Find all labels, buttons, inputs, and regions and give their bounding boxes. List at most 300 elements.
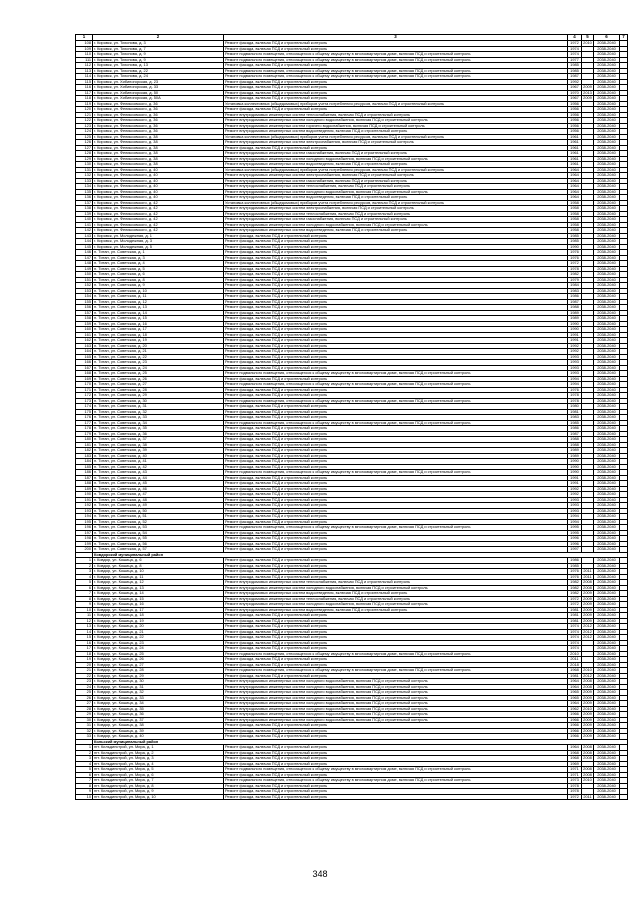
commission-year-cell: 1996	[568, 541, 582, 547]
planned-period-cell: 2038-2040	[594, 255, 620, 261]
work-type-cell: Ремонт фасада, включая ПСД и строительный контроль	[224, 761, 568, 767]
commission-year-cell: 1974	[568, 624, 582, 630]
work-type-cell: Ремонт фасада, включая ПСД и строительный контроль	[224, 360, 568, 366]
commission-year-cell: 1992	[568, 492, 582, 498]
row-number-cell: 134	[76, 184, 93, 190]
row-number-cell: 3	[76, 569, 93, 575]
column-number-header: 6	[594, 35, 620, 41]
commission-year-cell: 1972	[568, 261, 582, 267]
planned-period-cell: 2038-2040	[594, 250, 620, 256]
last-repair-year-cell: 2008	[583, 772, 592, 777]
row-number-cell: 17	[76, 646, 93, 652]
work-type-cell: Ремонт фасада, включая ПСД и строительный контроль	[224, 640, 568, 646]
address-cell: п. Титан, ул. Советская, д. 1	[93, 250, 224, 256]
address-cell: г. Ковдор, ул. Кошица, д. 23	[93, 640, 224, 646]
commission-year-cell: 1958	[568, 211, 582, 217]
work-type-cell: Ремонт фасада, включая ПСД и строительный контроль	[224, 745, 568, 751]
row-number-cell: 136	[76, 195, 93, 201]
row-number-cell: 198	[76, 536, 93, 542]
column-number-header: 5	[582, 35, 594, 41]
work-type-cell: Ремонт подвального помещения, относящегося к общему имуществу в многоквартирном доме, включая ПСД и строительный контроль	[224, 767, 568, 773]
work-type-cell: Ремонт фасада, включая ПСД и строительный контроль	[224, 508, 568, 514]
row-number-cell: 175	[76, 409, 93, 415]
commission-year-cell: 1971	[568, 767, 582, 773]
row-number-cell: 196	[76, 525, 93, 531]
commission-year-cell: 1990	[568, 327, 582, 333]
address-cell: п. Титан, ул. Советская, д. 8	[93, 277, 224, 283]
commission-year-cell: 1996	[568, 536, 582, 542]
planned-period-cell: 2038-2040	[594, 376, 620, 382]
planned-period-cell: 2038-2040	[594, 717, 620, 723]
planned-period-cell: 2038-2040	[594, 723, 620, 729]
work-type-cell: Ремонт фасада, включая ПСД и строительный контроль	[224, 794, 568, 800]
address-cell: п. Титан, ул. Советская, д. 6	[93, 272, 224, 278]
work-type-cell: Ремонт фасада, включая ПСД и строительный контроль	[224, 514, 568, 520]
address-cell: г. Ковдор, ул. Кошица, д. 19	[93, 618, 224, 624]
column-number-header: 4	[568, 35, 582, 41]
work-type-cell: Ремонт фасада, включая ПСД и строительный контроль	[224, 497, 568, 503]
planned-period-cell: 2038-2040	[594, 679, 620, 685]
address-cell: п. Титан, ул. Советская, д. 20	[93, 343, 224, 349]
address-cell: п. Титан, ул. Советская, д. 13	[93, 305, 224, 311]
row-number-cell: 115	[76, 79, 93, 85]
work-type-cell: Ремонт фасада, включая ПСД и строительный контроль	[224, 756, 568, 762]
work-type-cell: Ремонт фасада, включая ПСД и строительный контроль	[224, 277, 568, 283]
row-number-cell: 161	[76, 332, 93, 338]
row-number-cell: 21	[76, 668, 93, 674]
work-type-cell: Ремонт фасада, включая ПСД и строительный контроль	[224, 387, 568, 393]
work-type-cell: Ремонт подвального помещения, относящегося к общему имуществу в многоквартирном доме, включая ПСД и строительный контроль	[224, 470, 568, 476]
address-cell: п. Титан, ул. Советская, д. 54	[93, 530, 224, 536]
address-cell: г. Кировск, ул. Феликсовского, д. 38	[93, 156, 224, 162]
commission-year-cell: 1991	[568, 475, 582, 481]
row-number-cell: 192	[76, 503, 93, 509]
row-number-cell: 121	[76, 112, 93, 118]
last-repair-year-cell: 2012	[583, 629, 592, 634]
row-number-cell: 24	[76, 684, 93, 690]
commission-year-cell: 2010	[568, 651, 582, 657]
planned-period-cell: 2038-2040	[594, 272, 620, 278]
planned-period-cell: 2038-2040	[594, 90, 620, 96]
commission-year-cell: 1986	[568, 558, 582, 564]
planned-period-cell: 2038-2040	[594, 365, 620, 371]
planned-period-cell: 2038-2040	[594, 134, 620, 140]
row-number-cell: 180	[76, 437, 93, 443]
work-type-cell: Установка коллективных (общедомовых) приборов учета потребления ресурсов, включая ПСД и строительный контроль	[224, 134, 568, 140]
row-number-cell: 125	[76, 134, 93, 140]
commission-year-cell: 1983	[568, 288, 582, 294]
planned-period-cell: 2038-2040	[594, 547, 620, 553]
row-number-cell: 172	[76, 393, 93, 399]
planned-period-cell: 2038-2040	[594, 712, 620, 718]
address-cell: г. Ковдор, ул. Кошица, д. 17	[93, 607, 224, 613]
planned-period-cell: 2038-2040	[594, 585, 620, 591]
planned-period-cell: 2038-2040	[594, 140, 620, 146]
address-cell: г. Ковдор, ул. Кошица, д. 39	[93, 728, 224, 734]
work-type-cell: Ремонт фасада, включая ПСД и строительный контроль	[224, 437, 568, 443]
row-number-cell: 162	[76, 338, 93, 344]
row-number-cell: 127	[76, 145, 93, 151]
row-number-cell: 151	[76, 277, 93, 283]
address-cell: п. Титан, ул. Советская, д. 27	[93, 382, 224, 388]
planned-period-cell: 2038-2040	[594, 481, 620, 487]
planned-period-cell: 2038-2040	[594, 530, 620, 536]
commission-year-cell: 1976	[568, 250, 582, 256]
planned-period-cell: 2038-2040	[594, 690, 620, 696]
row-number-cell: 123	[76, 123, 93, 129]
commission-year-cell: 1978	[568, 789, 582, 795]
planned-period-cell: 2038-2040	[594, 398, 620, 404]
row-number-cell: 152	[76, 283, 93, 289]
commission-year-cell: 1980	[568, 404, 582, 410]
commission-year-cell: 1964	[568, 173, 582, 179]
row-number-cell: 13	[76, 624, 93, 630]
planned-period-cell: 2038-2040	[594, 173, 620, 179]
address-cell: п. Титан, ул. Советская, д. 26	[93, 376, 224, 382]
planned-period-cell: 2038-2040	[594, 409, 620, 415]
work-type-cell: Ремонт внутридомовых инженерных систем водоотведения, включая ПСД и строительный контроль	[224, 228, 568, 234]
commission-year-cell: 1992	[568, 486, 582, 492]
work-type-cell: Ремонт фасада, включая ПСД и строительный контроль	[224, 662, 568, 668]
last-repair-year-cell: 2009	[583, 733, 592, 738]
row-number-cell: 184	[76, 459, 93, 465]
row-number-cell: 141	[76, 222, 93, 228]
work-type-cell: Ремонт подвального помещения, относящегося к общему имуществу в многоквартирном доме, включая ПСД и строительный контроль	[224, 398, 568, 404]
work-type-cell: Ремонт фасада, включая ПСД и строительный контроль	[224, 261, 568, 267]
row-number-cell: 179	[76, 431, 93, 437]
work-type-cell: Ремонт фасада, включая ПСД и строительный контроль	[224, 288, 568, 294]
commission-year-cell: 1985	[568, 63, 582, 69]
row-number-cell: 182	[76, 448, 93, 454]
work-type-cell: Ремонт фасада, включая ПСД и строительный контроль	[224, 464, 568, 470]
commission-year-cell: 1987	[568, 74, 582, 80]
row-number-cell: 109	[76, 46, 93, 52]
commission-year-cell: 1972	[568, 596, 582, 602]
planned-period-cell: 2038-2040	[594, 420, 620, 426]
work-type-cell: Ремонт фасада, включая ПСД и строительный контроль	[224, 475, 568, 481]
last-repair-year-cell: 2009	[583, 711, 592, 716]
planned-period-cell: 2038-2040	[594, 613, 620, 619]
planned-period-cell: 2038-2040	[594, 640, 620, 646]
row-number-cell: 153	[76, 288, 93, 294]
planned-period-cell: 2038-2040	[594, 184, 620, 190]
address-cell: г. Ковдор, ул. Кошица, д. 27	[93, 662, 224, 668]
planned-period-cell: 2038-2040	[594, 706, 620, 712]
work-type-cell: Ремонт фасада, включая ПСД и строительный контроль	[224, 299, 568, 305]
planned-period-cell: 2038-2040	[594, 129, 620, 135]
work-type-cell: Ремонт фасада, включая ПСД и строительный контроль	[224, 624, 568, 630]
work-type-cell: Ремонт подвального помещения, относящегося к общему имуществу в многоквартирном доме, включая ПСД и строительный контроль	[224, 778, 568, 784]
row-number-cell: 7	[76, 591, 93, 597]
address-cell: г. Ковдор, ул. Кошица, д. 14	[93, 591, 224, 597]
planned-period-cell: 2038-2040	[594, 569, 620, 575]
address-cell: г. Кировск, ул. Хибиногорская, д. 50	[93, 90, 224, 96]
commission-year-cell: 1976	[568, 574, 582, 580]
commission-year-cell: 1981	[568, 613, 582, 619]
commission-year-cell: 1964	[568, 679, 582, 685]
planned-period-cell: 2038-2040	[594, 151, 620, 157]
work-type-cell: Ремонт подвального помещения, относящегося к общему имуществу в многоквартирном доме, включая ПСД и строительный контроль	[224, 382, 568, 388]
planned-period-cell: 2038-2040	[594, 635, 620, 641]
row-number-cell: 2	[76, 563, 93, 569]
planned-period-cell: 2038-2040	[594, 156, 620, 162]
last-repair-year-cell: 2009	[583, 689, 592, 694]
commission-year-cell: 1982	[568, 591, 582, 597]
row-number-cell: 112	[76, 63, 93, 69]
section-title-cell: Кольский муниципальный район	[93, 739, 628, 745]
row-number-cell: 146	[76, 250, 93, 256]
commission-year-cell: 1993	[568, 354, 582, 360]
row-number-cell: 9	[76, 602, 93, 608]
row-number-cell: 108	[76, 41, 93, 47]
row-number-cell: 128	[76, 151, 93, 157]
commission-year-cell: 1968	[568, 668, 582, 674]
address-cell: п. Титан, ул. Советская, д. 51	[93, 514, 224, 520]
commission-year-cell: 1989	[568, 453, 582, 459]
address-cell: г. Ковдор, ул. Кошица, д. 24	[93, 646, 224, 652]
row-number-cell: 163	[76, 343, 93, 349]
page-number: 348	[312, 869, 328, 879]
address-cell: г. Ковдор, ул. Кошица, д. 18	[93, 613, 224, 619]
row-number-cell: 188	[76, 481, 93, 487]
row-number-cell: 20	[76, 662, 93, 668]
work-type-cell: Ремонт фасада, включая ПСД и строительный контроль	[224, 145, 568, 151]
work-type-cell: Ремонт фасада, включая ПСД и строительный контроль	[224, 558, 568, 564]
work-type-cell: Ремонт фасада, включая ПСД и строительный контроль	[224, 41, 568, 47]
repair-program-table	[75, 34, 628, 800]
row-number-cell: 117	[76, 90, 93, 96]
commission-year-cell: 1956	[568, 101, 582, 107]
work-type-cell: Ремонт внутридомовых инженерных систем холодного водоснабжения, включая ПСД и строительный контроль	[224, 684, 568, 690]
address-cell: г. Ковдор, ул. Кошица, д. 16	[93, 602, 224, 608]
commission-year-cell: 1985	[568, 239, 582, 245]
work-type-cell: Ремонт фасада, включая ПСД и строительный контроль	[224, 783, 568, 789]
planned-period-cell: 2038-2040	[594, 195, 620, 201]
commission-year-cell: 1988	[568, 442, 582, 448]
row-number-cell: 137	[76, 200, 93, 206]
work-type-cell: Ремонт внутридомовых инженерных систем электроснабжения, включая ПСД и строительный контроль	[224, 140, 568, 146]
work-type-cell: Ремонт фасада, включая ПСД и строительный контроль	[224, 393, 568, 399]
commission-year-cell: 1968	[568, 756, 582, 762]
commission-year-cell: 1956	[568, 129, 582, 135]
work-type-cell: Ремонт внутридомовых инженерных систем теплоснабжения, включая ПСД и строительный контроль	[224, 211, 568, 217]
address-cell: г. Ковдор, ул. Кошица, д. 26	[93, 657, 224, 663]
row-number-cell: 6	[76, 772, 93, 778]
work-type-cell: Ремонт фасада, включая ПСД и строительный контроль	[224, 486, 568, 492]
commission-year-cell: 1964	[568, 189, 582, 195]
planned-period-cell: 2038-2040	[594, 459, 620, 465]
commission-year-cell: 1974	[568, 52, 582, 58]
planned-period-cell: 2038-2040	[594, 96, 620, 102]
last-repair-year-cell: 2009	[583, 618, 592, 623]
work-type-cell: Ремонт внутридомовых инженерных систем холодного водоснабжения, включая ПСД и строительный контроль	[224, 701, 568, 707]
address-cell: п. Титан, ул. Советская, д. 46	[93, 486, 224, 492]
planned-period-cell: 2038-2040	[594, 728, 620, 734]
last-repair-year-cell: 2008	[583, 744, 592, 749]
commission-year-cell: 1961	[568, 151, 582, 157]
address-cell: п. Титан, ул. Советская, д. 30	[93, 398, 224, 404]
row-number-cell: 5	[76, 767, 93, 773]
last-repair-year-cell: 2012	[583, 623, 592, 628]
work-type-cell: Ремонт внутридомовых инженерных систем холодного водоснабжения, включая ПСД и строительный контроль	[224, 602, 568, 608]
commission-year-cell: 1979	[568, 277, 582, 283]
row-number-cell: 122	[76, 118, 93, 124]
planned-period-cell: 2038-2040	[594, 354, 620, 360]
work-type-cell: Ремонт фасада, включая ПСД и строительный контроль	[224, 376, 568, 382]
planned-period-cell: 2038-2040	[594, 651, 620, 657]
commission-year-cell: 1958	[568, 222, 582, 228]
planned-period-cell: 2038-2040	[594, 349, 620, 355]
address-cell: г. Ковдор, ул. Кошица, д. 21	[93, 629, 224, 635]
address-cell: г. Ковдор, ул. Кошица, д. 22	[93, 635, 224, 641]
commission-year-cell: 1988	[568, 305, 582, 311]
commission-year-cell: 1990	[568, 464, 582, 470]
commission-year-cell: 1995	[568, 525, 582, 531]
row-number-cell: 168	[76, 371, 93, 377]
work-type-cell: Ремонт фасада, включая ПСД и строительный контроль	[224, 343, 568, 349]
row-number-cell: 8	[76, 596, 93, 602]
work-type-cell: Ремонт фасада, включая ПСД и строительный контроль	[224, 365, 568, 371]
address-cell: г. Ковдор, ул. Кошица, д. 25	[93, 651, 224, 657]
planned-period-cell: 2038-2040	[594, 783, 620, 789]
address-cell: п. Титан, ул. Советская, д. 17	[93, 327, 224, 333]
address-cell: г. Ковдор, ул. Кошица, д. 36	[93, 712, 224, 718]
commission-year-cell: 1961	[568, 156, 582, 162]
work-type-cell: Ремонт фасада, включая ПСД и строительный контроль	[224, 415, 568, 421]
row-number-cell: 135	[76, 189, 93, 195]
row-number-cell: 4	[76, 761, 93, 767]
planned-period-cell: 2038-2040	[594, 74, 620, 80]
row-number-cell: 16	[76, 640, 93, 646]
row-number-cell: 1	[76, 558, 93, 564]
row-number-cell: 131	[76, 167, 93, 173]
commission-year-cell: 1958	[568, 228, 582, 234]
commission-year-cell: 1985	[568, 563, 582, 569]
last-repair-year-cell: 2008	[583, 684, 592, 689]
address-cell: г. Ковдор, ул. Кошица, д. 30	[93, 679, 224, 685]
commission-year-cell: 1964	[568, 701, 582, 707]
planned-period-cell: 2038-2040	[594, 673, 620, 679]
commission-year-cell: 1976	[568, 255, 582, 261]
commission-year-cell: 1967	[568, 85, 582, 91]
address-cell: пгт. Кильдинстрой, ул. Мира, д. 9	[93, 789, 224, 795]
address-cell: г. Кировск, ул. Феликсовского, д. 38	[93, 140, 224, 146]
last-repair-year-cell: 2009	[583, 612, 592, 617]
last-repair-year-cell: 2009	[583, 607, 592, 612]
commission-year-cell: 1991	[568, 332, 582, 338]
commission-year-cell: 1983	[568, 415, 582, 421]
work-type-cell: Ремонт подвального помещения, относящегося к общему имуществу в многоквартирном доме, включая ПСД и строительный контроль	[224, 420, 568, 426]
work-type-cell: Ремонт фасада, включая ПСД и строительный контроль	[224, 85, 568, 91]
planned-period-cell: 2038-2040	[594, 662, 620, 668]
planned-period-cell: 2038-2040	[594, 360, 620, 366]
row-number-cell: 25	[76, 690, 93, 696]
planned-period-cell: 2038-2040	[594, 283, 620, 289]
work-type-cell: Ремонт фасада, включая ПСД и строительный контроль	[224, 613, 568, 619]
work-type-cell: Установка коллективных (общедомовых) приборов учета потребления ресурсов, включая ПСД и строительный контроль	[224, 167, 568, 173]
address-cell: г. Ковдор, ул. Кошица, д. 29	[93, 673, 224, 679]
row-number-cell: 130	[76, 162, 93, 168]
work-type-cell: Ремонт фасада, включая ПСД и строительный контроль	[224, 332, 568, 338]
section-title-cell: Ковдорский муниципальный район	[93, 552, 628, 558]
commission-year-cell: 1956	[568, 112, 582, 118]
planned-period-cell: 2038-2040	[594, 112, 620, 118]
commission-year-cell: 1956	[568, 107, 582, 113]
last-repair-year-cell: 2009	[583, 84, 592, 89]
work-type-cell: Ремонт фасада, включая ПСД и строительный контроль	[224, 536, 568, 542]
commission-year-cell: 1982	[568, 272, 582, 278]
planned-period-cell: 2038-2040	[594, 437, 620, 443]
row-number-cell: 194	[76, 514, 93, 520]
commission-year-cell: 1972	[568, 794, 582, 800]
row-number-cell: 10	[76, 607, 93, 613]
work-type-cell: Ремонт фасада, включая ПСД и строительный контроль	[224, 646, 568, 652]
address-cell: г. Ковдор, ул. Кошица, д. 20	[93, 624, 224, 630]
planned-period-cell: 2038-2040	[594, 85, 620, 91]
planned-period-cell: 2038-2040	[594, 382, 620, 388]
address-cell: пгт. Кильдинстрой, ул. Мира, д. 1	[93, 745, 224, 751]
address-cell: г. Кировск, ул. Тихонова, д. 3	[93, 41, 224, 47]
work-type-cell: Ремонт внутридомовых инженерных систем холодного водоснабжения, включая ПСД и строительный контроль	[224, 712, 568, 718]
planned-period-cell: 2038-2040	[594, 200, 620, 206]
last-repair-year-cell: 2009	[583, 717, 592, 722]
planned-period-cell: 2038-2040	[594, 431, 620, 437]
commission-year-cell: 1993	[568, 360, 582, 366]
address-cell: г. Кировск, ул. Тихонова, д. 22	[93, 68, 224, 74]
commission-year-cell: 1993	[568, 508, 582, 514]
address-cell: г. Ковдор, ул. Кошица, д. 11	[93, 574, 224, 580]
address-cell: п. Титан, ул. Советская, д. 35	[93, 426, 224, 432]
last-repair-year-cell: 2010	[583, 40, 592, 45]
row-number-cell: 144	[76, 239, 93, 245]
planned-period-cell: 2038-2040	[594, 63, 620, 69]
row-number-cell: 129	[76, 156, 93, 162]
commission-year-cell: 1966	[568, 712, 582, 718]
planned-period-cell: 2038-2040	[594, 41, 620, 47]
address-cell: г. Кировск, ул. Феликсовского, д. 36	[93, 123, 224, 129]
commission-year-cell: 1972	[568, 41, 582, 47]
address-cell: п. Титан, ул. Советская, д. 57	[93, 547, 224, 553]
address-cell: пгт. Кильдинстрой, ул. Мира, д. 5	[93, 767, 224, 773]
work-type-cell: Ремонт фасада, включая ПСД и строительный контроль	[224, 354, 568, 360]
address-cell: г. Кировск, ул. Феликсовского, д. 38	[93, 162, 224, 168]
row-number-cell: 173	[76, 398, 93, 404]
address-cell: г. Кировск, ул. Феликсовского, д. 42	[93, 200, 224, 206]
work-type-cell: Ремонт фасада, включая ПСД и строительный контроль	[224, 541, 568, 547]
planned-period-cell: 2038-2040	[594, 52, 620, 58]
commission-year-cell: 1982	[568, 580, 582, 586]
row-number-cell: 181	[76, 442, 93, 448]
commission-year-cell: 1987	[568, 299, 582, 305]
address-cell: п. Титан, ул. Советская, д. 40	[93, 453, 224, 459]
work-type-cell: Ремонт фасада, включая ПСД и строительный контроль	[224, 503, 568, 509]
row-number-cell: 190	[76, 492, 93, 498]
address-cell: г. Кировск, ул. Хибиногорская, д. 33	[93, 85, 224, 91]
planned-period-cell: 2038-2040	[594, 519, 620, 525]
row-number-cell: 142	[76, 228, 93, 234]
planned-period-cell: 2038-2040	[594, 415, 620, 421]
commission-year-cell: 1984	[568, 283, 582, 289]
row-number-cell: 199	[76, 541, 93, 547]
work-type-cell: Ремонт фасада, включая ПСД и строительный контроль	[224, 96, 568, 102]
commission-year-cell: 1989	[568, 310, 582, 316]
work-type-cell: Ремонт внутридомовых инженерных систем электроснабжения, включая ПСД и строительный контроль	[224, 173, 568, 179]
work-type-cell: Ремонт фасада, включая ПСД и строительный контроль	[224, 635, 568, 641]
commission-year-cell: 1976	[568, 569, 582, 575]
row-number-cell: 10	[76, 794, 93, 800]
work-type-cell: Ремонт подвального помещения, относящегося к общему имуществу в многоквартирном доме, включая ПСД и строительный контроль	[224, 57, 568, 63]
work-type-cell: Ремонт фасада, включая ПСД и строительный контроль	[224, 734, 568, 740]
